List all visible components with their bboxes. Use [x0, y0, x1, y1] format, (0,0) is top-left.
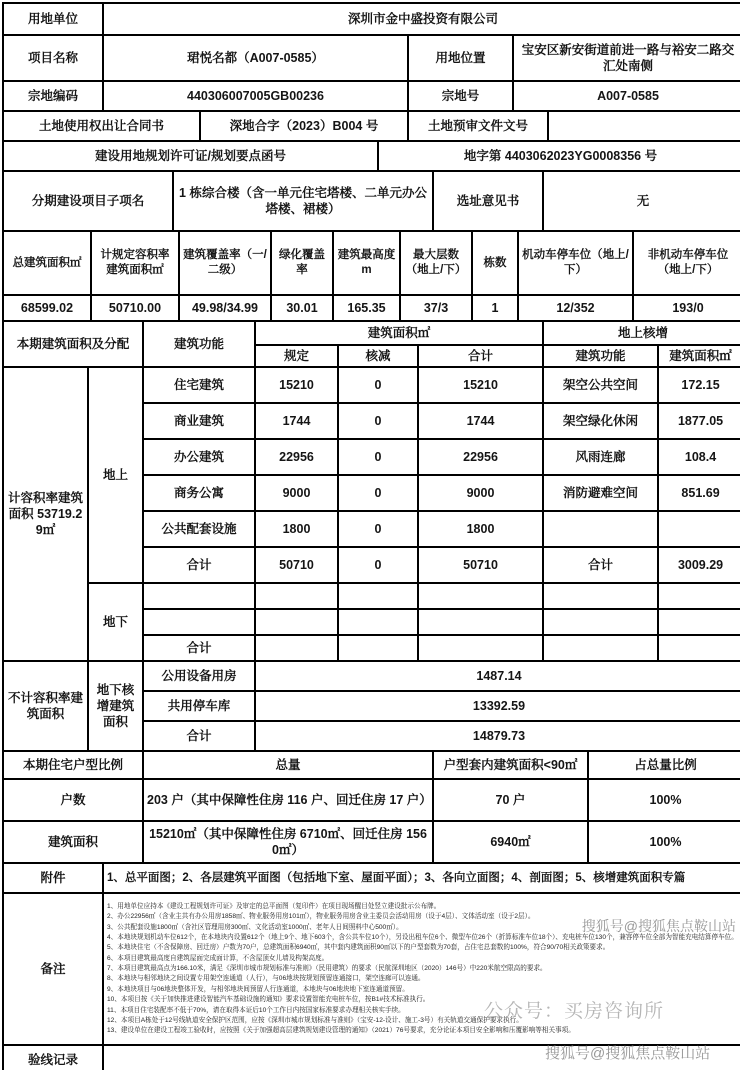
location-value: 宝安区新安街道前进一路与裕安二路交汇处南侧: [513, 35, 740, 81]
alloc-below-total-reg: [255, 635, 338, 661]
non-far-table: [2, 660, 740, 752]
alloc-above-total-ded: 0: [338, 547, 418, 583]
alloc-row-bonus-func: [543, 609, 658, 635]
metrics-value: 193/0: [633, 295, 740, 321]
contract-label: 土地使用权出让合同书: [3, 111, 200, 141]
remark-line: 8、本地块与相邻地块之间设置专用架空连通道（人行），与06地块按规划预留连通接口，架空连廊可以连通。: [107, 975, 425, 983]
alloc-row-tot: [418, 609, 543, 635]
metrics-value: 165.35: [333, 295, 400, 321]
remark-line: 1、用地单位应持本《建设工程规划许可证》及审定的总平面图（复印件）在项目现场醒目处竖立建设批示公布牌。: [107, 902, 441, 910]
project-parcel-table: [2, 34, 740, 112]
metrics-value: 37/3: [400, 295, 472, 321]
alloc-row-bonus-func: 风雨连廊: [543, 439, 658, 475]
alloc-row-bonus-area: [658, 635, 740, 661]
bonus-function-header: 建筑功能: [543, 345, 658, 367]
remark-line: 7、本项目建筑最高点为166.10米，满足《深圳市城市规划标准与准则》（民用建筑）的要求（民航深圳地区（2020）146号）中220米航空限高的要求。: [107, 965, 547, 973]
non-far-row-name: 共用停车库: [143, 691, 255, 721]
household-section-label: 本期住宅户型比例: [3, 751, 143, 779]
alloc-row-bonus-func: 架空绿化休闲: [543, 403, 658, 439]
alloc-row-tot: 1800: [418, 511, 543, 547]
alloc-row-ded: 0: [338, 367, 418, 403]
alloc-row-func: [143, 583, 255, 609]
metrics-value: 68599.02: [3, 295, 91, 321]
contract-table: [2, 110, 740, 142]
land-unit-label: 用地单位: [3, 3, 103, 35]
alloc-row-reg: 1800: [255, 511, 338, 547]
household-row-small: 70 户: [433, 779, 588, 821]
alloc-below-total-label: 合计: [143, 635, 255, 661]
remark-line: 2、办公22956㎡（含业主共有办公用房1858㎡、物业服务用房101㎡），物业服务用房含业主委员会活动用房（设于4层）、文体活动室（设于2层）。: [107, 913, 535, 921]
permit-label: 建设用地规划许可证/规划要点函号: [3, 141, 378, 171]
alloc-row-bonus-func: 消防避难空间: [543, 475, 658, 511]
sub-header-deduction: 核减: [338, 345, 418, 367]
project-name-value: 珺悦名都（A007-0585）: [103, 35, 408, 81]
allocation-table: [2, 320, 740, 662]
alloc-row-bonus-func: [543, 583, 658, 609]
alloc-row-func: [143, 609, 255, 635]
metrics-value: 49.98/34.99: [179, 295, 271, 321]
alloc-row-bonus-area: [658, 609, 740, 635]
parcel-no-label: 宗地号: [408, 81, 513, 111]
permit-table: [2, 140, 740, 172]
metrics-value: 12/352: [518, 295, 633, 321]
remark-line: 3、公共配套设施1800㎡（含社区管理用房300㎡、文化活动室1000㎡、老年人日间照料中心500㎡）。: [107, 923, 403, 931]
remarks-label: 备注: [3, 893, 103, 1045]
household-table: [2, 750, 740, 864]
remark-line: 13、建设单位在建设工程竣工验收时，应按照《关于加强超高层建筑规划建设管理的通知》（2021）76号要求，充分论证本项目安全影响和压覆影响等相关事项。: [107, 1027, 575, 1035]
non-far-total-value: 14879.73: [255, 721, 740, 751]
alloc-above-total-tot: 50710: [418, 547, 543, 583]
alloc-row-ded: 0: [338, 511, 418, 547]
project-name-label: 项目名称: [3, 35, 103, 81]
alloc-below-total-tot: [418, 635, 543, 661]
household-row-total: 15210㎡（其中保障性住房 6710㎡、回迁住房 1560㎡）: [143, 821, 433, 863]
alloc-row-func: 商业建筑: [143, 403, 255, 439]
inspection-value: [103, 1045, 740, 1070]
parcel-code-value: 440306007005GB00236: [103, 81, 408, 111]
site-opinion-value: 无: [543, 171, 740, 231]
alloc-row-tot: [418, 583, 543, 609]
alloc-row-bonus-area: 1877.05: [658, 403, 740, 439]
alloc-row-ded: [338, 609, 418, 635]
remarks-lines: [107, 902, 739, 1036]
alloc-row-reg: 15210: [255, 367, 338, 403]
household-row-total: 203 户（其中保障性住房 116 户、回迁住房 17 户）: [143, 779, 433, 821]
alloc-row-bonus-area: 172.15: [658, 367, 740, 403]
remarks-table: [2, 892, 740, 1046]
preapproval-value: [548, 111, 740, 141]
permit-value: 地字第 4403062023YG0008356 号: [378, 141, 740, 171]
above-ground-bonus-header: 地上核增: [543, 321, 740, 345]
non-far-row-value: 1487.14: [255, 661, 740, 691]
attachment-label: 附件: [3, 863, 103, 893]
non-far-row-value: 13392.59: [255, 691, 740, 721]
remark-line: 5、本地块住宅（不含保障房、回迁房）户数为70户，总建筑面积6940㎡，其中套内建筑面积90㎡以下的户型套数为70套，占住宅总套数的100%，符合90/70相关政策要求。: [107, 944, 610, 952]
alloc-row-bonus-area: 108.4: [658, 439, 740, 475]
household-row-label: 建筑面积: [3, 821, 143, 863]
alloc-row-reg: 9000: [255, 475, 338, 511]
remark-line: 9、本地块项目与06地块整体开发，与相邻地块间预留人行连通道，本地块与06地块地下室连通道预留。: [107, 985, 409, 993]
attachment-value: 1、总平面图；2、各层建筑平面图（包括地下室、屋面平面）；3、各向立面图；4、剖面图；5、核增建筑面积专篇: [103, 863, 740, 893]
metrics-header: 建筑最高度 m: [333, 231, 400, 295]
metrics-header: 计规定容积率建筑面积㎡: [91, 231, 179, 295]
metrics-header: 非机动车停车位（地上/下）: [633, 231, 740, 295]
household-total-header: 总量: [143, 751, 433, 779]
alloc-row-ded: 0: [338, 439, 418, 475]
alloc-row-tot: 9000: [418, 475, 543, 511]
alloc-row-bonus-func: [543, 511, 658, 547]
metrics-header: 栋数: [472, 231, 518, 295]
function-header: 建筑功能: [143, 321, 255, 367]
area-header: 建筑面积㎡: [255, 321, 543, 345]
household-small-header: 户型套内建筑面积<90㎡: [433, 751, 588, 779]
metrics-header: 总建筑面积㎡: [3, 231, 91, 295]
watermark-bottom-center: 公众号：买房咨询所: [484, 1001, 665, 1022]
bonus-area-header: 建筑面积㎡: [658, 345, 740, 367]
allocation-section-label: 本期建筑面积及分配: [3, 321, 143, 367]
remark-line: 10、本项目按《关于加快推进建设智能汽车基础设施的通知》要求设置智能充电桩车位，按B1#技术标准执行。: [107, 996, 430, 1004]
metrics-value: 1: [472, 295, 518, 321]
above-ground-label: 地上: [88, 367, 143, 583]
parcel-no-value: A007-0585: [513, 81, 740, 111]
alloc-row-reg: [255, 609, 338, 635]
location-label: 用地位置: [408, 35, 513, 81]
alloc-above-total-reg: 50710: [255, 547, 338, 583]
alloc-row-tot: 15210: [418, 367, 543, 403]
attachment-table: [2, 862, 740, 894]
remark-line: 11、本项目住宅装配率不低于70%，请在取得本证后10个工作日内按国家标准要求办理相关核实手续。: [107, 1006, 405, 1014]
alloc-row-bonus-area: [658, 583, 740, 609]
site-opinion-label: 选址意见书: [433, 171, 543, 231]
remark-line: 12、本项目A栋处于12号线轨道安全保护区范围，应按《深圳市城市规划标准与准则》（宝安-12-设计、施工-3号）有关轨道交通保护要求执行。: [107, 1016, 523, 1024]
alloc-row-bonus-func: 架空公共空间: [543, 367, 658, 403]
household-ratio-header: 占总量比例: [588, 751, 740, 779]
metrics-value: 50710.00: [91, 295, 179, 321]
remark-line: 4、本地块规划机动车位612个，在本地块内设置612个（地上9个、地下603个，含公共车位10个），另设出租车位6个、微型车位26个（折算标准车位18个）、充电桩车位130个，兼容停车位全部为智能充电结算停车位。: [107, 933, 738, 941]
alloc-row-bonus-area: [658, 511, 740, 547]
preapproval-label: 土地预审文件文号: [408, 111, 548, 141]
household-row-small: 6940㎡: [433, 821, 588, 863]
alloc-row-ded: 0: [338, 403, 418, 439]
alloc-row-reg: 22956: [255, 439, 338, 475]
alloc-below-total-ded: [338, 635, 418, 661]
metrics-header: 绿化覆盖率: [271, 231, 333, 295]
non-far-total-label: 合计: [143, 721, 255, 751]
alloc-row-reg: 1744: [255, 403, 338, 439]
alloc-row-func: 公共配套设施: [143, 511, 255, 547]
land-unit-table: [2, 2, 740, 36]
underground-bonus-label: 地下核增建筑面积: [88, 661, 143, 751]
metrics-table: [2, 230, 740, 322]
alloc-bonus-total-area: 3009.29: [658, 547, 740, 583]
alloc-row-tot: 22956: [418, 439, 543, 475]
watermark-bottom-right: 搜狐号@搜狐焦点鞍山站: [545, 1045, 711, 1062]
alloc-row-bonus-func: [543, 635, 658, 661]
metrics-header: 最大层数（地上/下）: [400, 231, 472, 295]
non-far-label: 不计容积率建筑面积: [3, 661, 88, 751]
alloc-row-tot: 1744: [418, 403, 543, 439]
alloc-row-func: 商务公寓: [143, 475, 255, 511]
metrics-header: 建筑覆盖率（一/二级）: [179, 231, 271, 295]
below-ground-label: 地下: [88, 583, 143, 661]
alloc-row-reg: [255, 583, 338, 609]
watermark-mid-right: 搜狐号@搜狐焦点鞍山站: [581, 918, 736, 934]
metrics-value: 30.01: [271, 295, 333, 321]
alloc-row-func: 办公建筑: [143, 439, 255, 475]
inspection-label: 验线记录: [3, 1045, 103, 1070]
non-far-row-name: 公用设备用房: [143, 661, 255, 691]
remark-line: 6、本项目建筑最高度自建筑屋面完成面计算，不含屋顶女儿墙及构架高度。: [107, 954, 329, 962]
land-unit-value: 深圳市金中盛投资有限公司: [103, 3, 740, 35]
household-row-label: 户数: [3, 779, 143, 821]
contract-value: 深地合字（2023）B004 号: [200, 111, 408, 141]
subproject-label: 分期建设项目子项名: [3, 171, 173, 231]
parcel-code-label: 宗地编码: [3, 81, 103, 111]
sub-header-regulated: 规定: [255, 345, 338, 367]
alloc-above-total-label: 合计: [143, 547, 255, 583]
remarks-body: [103, 893, 740, 1045]
alloc-row-bonus-area: 851.69: [658, 475, 740, 511]
alloc-bonus-total-label: 合计: [543, 547, 658, 583]
subproject-value: 1 栋综合楼（含一单元住宅塔楼、二单元办公塔楼、裙楼）: [173, 171, 433, 231]
inspection-table: [2, 1044, 740, 1070]
household-row-ratio: 100%: [588, 779, 740, 821]
metrics-header: 机动车停车位（地上/下）: [518, 231, 633, 295]
household-row-ratio: 100%: [588, 821, 740, 863]
far-area-label: 计容积率建筑面积 53719.29㎡: [3, 367, 88, 661]
subproject-table: [2, 170, 740, 232]
sub-header-total: 合计: [418, 345, 543, 367]
alloc-row-ded: [338, 583, 418, 609]
alloc-row-func: 住宅建筑: [143, 367, 255, 403]
alloc-row-ded: 0: [338, 475, 418, 511]
